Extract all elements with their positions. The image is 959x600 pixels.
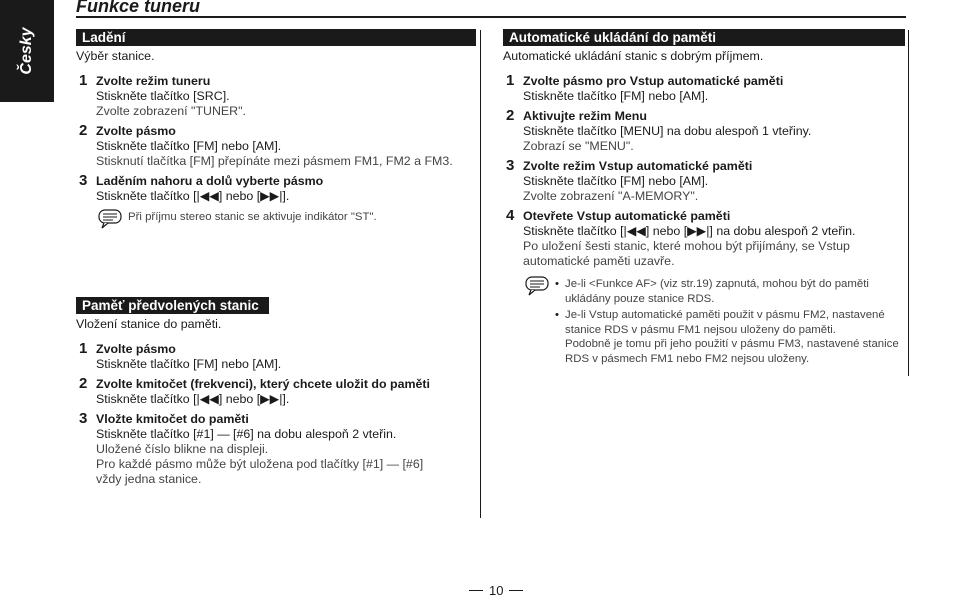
step-title: Zvolte režim tuneru	[96, 74, 211, 88]
tuning-step-3	[76, 174, 476, 204]
page-number	[469, 583, 523, 598]
page-title: Funkce tuneru	[76, 0, 201, 16]
step-number: 3	[506, 157, 515, 174]
auto-memory-heading: Automatické ukládání do paměti	[503, 29, 905, 46]
step-title: Aktivujte režim Menu	[523, 109, 647, 123]
note-line: RDS v pásmech FM1 nebo FM2 nejsou uloženy.	[565, 352, 810, 365]
step-line: Stiskněte tlačítko [FM] nebo [AM].	[96, 139, 282, 153]
step-line: Stiskněte tlačítko [|◀◀] nebo [▶▶|].	[96, 391, 290, 406]
preset-step-1	[76, 339, 476, 372]
preset-heading: Paměť předvolených stanic	[76, 297, 269, 314]
right-column	[503, 29, 905, 366]
step-number: 3	[79, 409, 88, 427]
step-line: Stiskněte tlačítko [MENU] na dobu alespoň 1 vteřiny.	[523, 124, 812, 138]
tuning-heading: Ladění	[76, 29, 476, 46]
auto-memory-intro: Automatické ukládání stanic s dobrým příjmem.	[503, 49, 764, 63]
note-line: • Je-li <Funkce AF> (viz str.19) zapnutá, mohou být do paměti	[565, 278, 869, 290]
step-number: 3	[79, 172, 88, 189]
step-number: 1	[79, 339, 88, 357]
tuning-section	[76, 29, 476, 225]
step-line: Pro každé pásmo může být uložena pod tlačítky [#1] — [#6]	[96, 456, 424, 471]
step-title: Zvolte pásmo pro Vstup automatické paměti	[523, 74, 784, 88]
step-number: 1	[506, 72, 515, 89]
note-line: • Je-li Vstup automatické paměti použit v pásmu FM2, nastavené	[565, 309, 885, 321]
language-tab-label: Česky	[18, 27, 35, 75]
step-line: Stiskněte tlačítko [|◀◀] nebo [▶▶|] na dobu alespoň 2 vteřin.	[523, 224, 856, 238]
step-title: Zvolte režim Vstup automatické paměti	[523, 159, 753, 173]
step-line: Stiskněte tlačítko [FM] nebo [AM].	[523, 89, 709, 103]
note-bullet	[555, 308, 905, 366]
step-line: automatické paměti uzavře.	[523, 254, 675, 268]
note-bullet	[555, 277, 905, 306]
preset-section	[76, 297, 476, 487]
step-line: Po uložení šesti stanic, které mohou být přijímány, se Vstup	[523, 239, 850, 253]
step-line: Stiskněte tlačítko [|◀◀] nebo [▶▶|].	[96, 189, 290, 203]
preset-intro: Vložení stanice do paměti.	[76, 316, 222, 331]
step-number: 2	[79, 122, 88, 139]
step-number: 2	[79, 374, 88, 392]
right-column-rule	[908, 30, 909, 376]
auto-memory-section	[503, 29, 905, 366]
note-line: Podobně je tomu při jeho použití v pásmu FM3, nastavené stanice	[565, 338, 899, 350]
step-line: Stiskněte tlačítko [FM] nebo [AM].	[523, 174, 709, 188]
tuning-step-2	[76, 124, 476, 169]
left-column-rule	[480, 30, 481, 518]
step-title: Vložte kmitočet do paměti	[96, 411, 249, 426]
step-line: Zvolte zobrazení "A-MEMORY".	[523, 189, 699, 203]
auto-memory-notes	[503, 277, 905, 366]
note-line: ukládány pouze stanice RDS.	[565, 292, 715, 305]
note-icon	[525, 276, 549, 296]
step-line: Zvolte zobrazení "TUNER".	[96, 104, 246, 118]
tuning-intro: Výběr stanice.	[76, 49, 155, 63]
page-number-value: 10	[489, 583, 504, 598]
step-title: Zvolte kmitočet (frekvenci), který chcete uložit do paměti	[96, 376, 430, 391]
step-title: Zvolte pásmo	[96, 341, 176, 356]
tuning-note	[76, 210, 476, 225]
auto-step-1	[503, 74, 905, 104]
note-line: stanice RDS v pásmu FM1 nejsou uloženy do paměti.	[565, 323, 836, 336]
tuning-step-1	[76, 74, 476, 119]
note-icon	[98, 209, 122, 229]
step-title: Otevřete Vstup automatické paměti	[523, 209, 731, 223]
preset-step-3	[76, 409, 476, 487]
step-line: Stisknutí tlačítka [FM] přepínáte mezi pásmem FM1, FM2 a FM3.	[96, 154, 453, 168]
step-line: Stiskněte tlačítko [SRC].	[96, 89, 230, 103]
page-number-dash	[509, 590, 523, 591]
step-number: 1	[79, 72, 88, 89]
language-tab	[0, 0, 54, 102]
step-number: 4	[506, 207, 515, 224]
step-number: 2	[506, 107, 515, 124]
step-title: Laděním nahoru a dolů vyberte pásmo	[96, 174, 324, 188]
auto-step-3	[503, 159, 905, 204]
step-line: Zobrazí se "MENU".	[523, 139, 634, 153]
preset-step-2	[76, 374, 476, 407]
auto-step-4	[503, 209, 905, 269]
auto-step-2	[503, 109, 905, 154]
left-column	[76, 29, 476, 487]
note-text: Při příjmu stereo stanic se aktivuje indikátor "ST".	[128, 211, 377, 223]
step-line: Stiskněte tlačítko [#1] — [#6] na dobu alespoň 2 vteřin.	[96, 426, 397, 441]
step-line: Uložené číslo blikne na displeji.	[96, 441, 269, 456]
step-line: vždy jedna stanice.	[96, 471, 202, 486]
title-rule	[76, 16, 906, 18]
page-number-dash	[469, 590, 483, 591]
step-line: Stiskněte tlačítko [FM] nebo [AM].	[96, 356, 282, 371]
step-title: Zvolte pásmo	[96, 124, 176, 138]
